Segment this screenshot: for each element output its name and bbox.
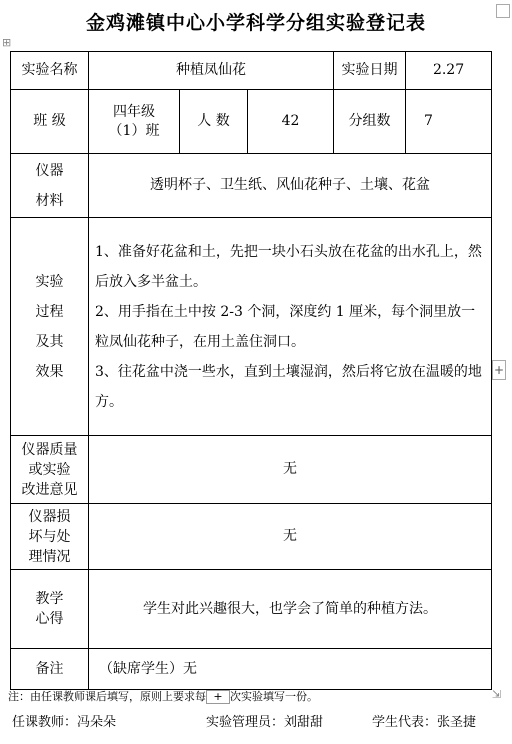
process-label-line: 效果 [35, 363, 64, 380]
page-corner-icon [496, 4, 510, 18]
table-row [11, 154, 492, 218]
damage-label-line: 坏与处 [28, 528, 71, 545]
experiment-name-label: 实验名称 [11, 52, 89, 90]
process-label-line: 过程 [35, 303, 64, 320]
process-step: 2、用手指在土中按 2-3 个洞，深度约 1 厘米，每个洞里放一粒凤仙花种子，在用土盖住洞口。 [95, 303, 476, 350]
quality-value[interactable]: 无 [89, 436, 492, 504]
process-steps[interactable] [89, 218, 492, 436]
quality-label-line: 仪器质量 [21, 441, 78, 458]
process-label [11, 218, 89, 436]
process-step: 3、往花盆中浇一些水，直到土壤湿润，然后将它放在温暖的地方。 [95, 363, 482, 410]
registration-table [10, 51, 492, 690]
reflection-label-line2: 心得 [35, 611, 64, 627]
table-row [11, 218, 492, 436]
insert-plus-icon[interactable]: + [206, 690, 230, 704]
table-row [11, 436, 492, 504]
add-column-handle-icon[interactable]: + [492, 360, 506, 380]
groups-label: 分组数 [334, 90, 406, 154]
footnote-text-after: 次实验填写一份。 [230, 690, 318, 703]
reflection-label-line1: 教学 [35, 591, 64, 607]
class-value[interactable] [89, 90, 180, 154]
table-row [11, 52, 492, 90]
process-step: 1、准备好花盆和土，先把一块小石头放在花盆的出水孔上，然后放入多半盆土。 [95, 243, 482, 290]
materials-value[interactable]: 透明杯子、卫生纸、风仙花种子、土壤、花盆 [89, 154, 492, 218]
footnote [8, 688, 318, 704]
materials-label-line1: 仪器 [35, 162, 64, 179]
class-value-line2: （1）班 [108, 122, 160, 139]
people-label: 人 数 [180, 90, 248, 154]
reflection-value[interactable]: 学生对此兴趣很大，也学会了简单的种植方法。 [89, 570, 492, 649]
experiment-date-label: 实验日期 [334, 52, 406, 90]
table-resize-handle-icon[interactable]: ⇲ [492, 688, 502, 701]
footnote-text-before: 注：由任课教师课后填写，原则上要求每 [8, 690, 206, 703]
remark-value[interactable]: （缺席学生）无 [89, 649, 492, 690]
reflection-label [11, 570, 89, 649]
materials-label-line2: 材料 [35, 192, 64, 209]
quality-label-line: 或实验 [28, 461, 71, 478]
table-row [11, 570, 492, 649]
table-move-handle-icon[interactable]: ⊞ [2, 36, 12, 49]
experiment-date-value[interactable]: 2.27 [406, 52, 492, 90]
class-label: 班 级 [11, 90, 89, 154]
materials-label [11, 154, 89, 218]
people-value[interactable]: 42 [248, 90, 334, 154]
groups-value[interactable]: 7 [406, 90, 492, 154]
remark-label: 备注 [11, 649, 89, 690]
table-row [11, 504, 492, 570]
process-label-line: 实验 [35, 273, 64, 290]
form-title: 金鸡滩镇中心小学科学分组实验登记表 [85, 12, 426, 34]
damage-value[interactable]: 无 [89, 504, 492, 570]
class-value-line1: 四年级 [113, 103, 155, 120]
damage-label-line: 理情况 [28, 548, 71, 565]
quality-label-line: 改进意见 [21, 481, 78, 498]
student-signature: 学生代表：张圣捷 [372, 715, 477, 730]
manager-signature: 实验管理员：刘甜甜 [206, 715, 324, 730]
process-label-line: 及其 [35, 333, 64, 350]
damage-label [11, 504, 89, 570]
table-row [11, 649, 492, 690]
teacher-signature: 任课教师：冯朵朵 [12, 715, 117, 730]
experiment-name-value[interactable]: 种植凤仙花 [89, 52, 334, 90]
damage-label-line: 仪器损 [28, 508, 71, 525]
table-row [11, 90, 492, 154]
quality-label [11, 436, 89, 504]
